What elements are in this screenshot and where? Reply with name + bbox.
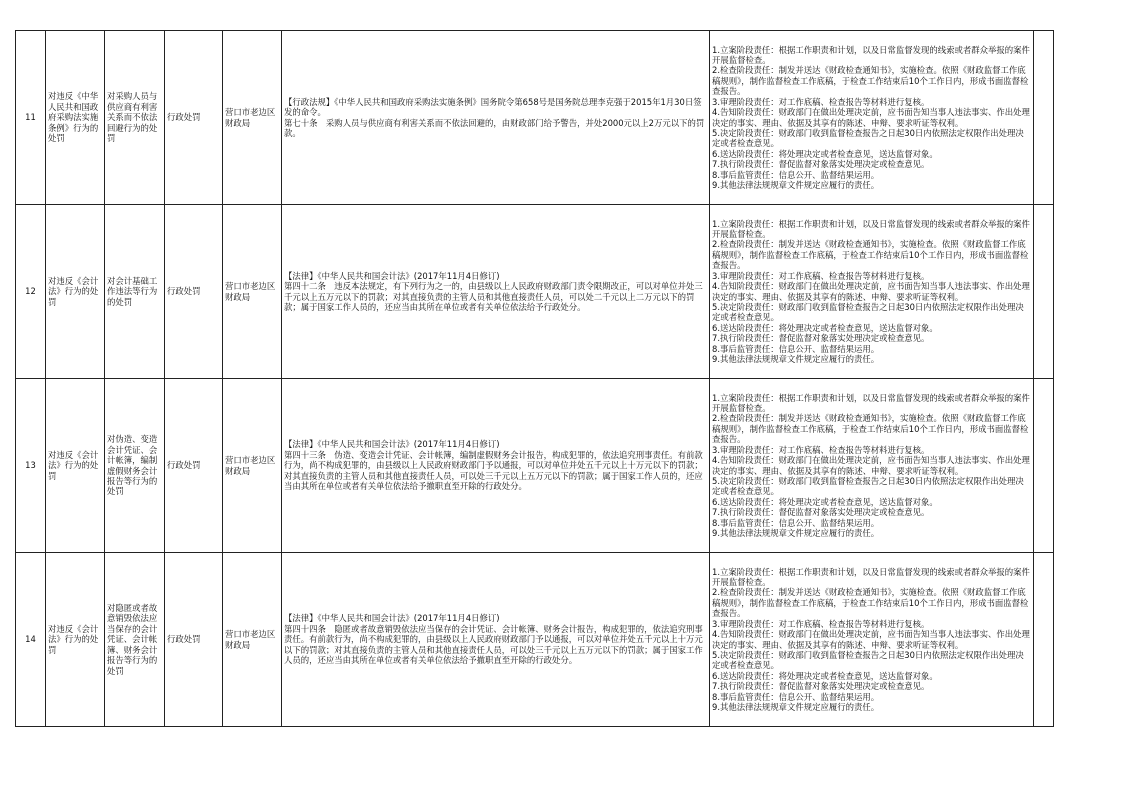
item-sub-item: 对采购人员与供应商有利害关系而不依法回避行为的处罚 <box>105 31 165 205</box>
item-agency: 营口市老边区财政局 <box>223 205 282 379</box>
duty-line: 3.审理阶段责任：对工作底稿、检查报告等材料进行复核。 <box>712 96 930 107</box>
duty-line: 1.立案阶段责任：根据工作职责和计划，以及日常监督发现的线索或者群众举报的案件开展监督检查。 <box>712 218 1030 240</box>
duty-line: 8.事后监管责任：信息公开、监督结果运用。 <box>712 169 880 180</box>
duty-line: 5.决定阶段责任：财政部门收到监督检查报告之日起30日内依照法定权限作出处理决定或者检查意见。 <box>712 301 1024 323</box>
item-number: 14 <box>16 553 46 727</box>
duty-line: 2.检查阶段责任：制发并送达《财政检查通知书》，实施检查。依照《财政监督工作底稿规则》，制作监督检查工作底稿，于检查工作结束后10个工作日内，形成书面监督检查报告。 <box>712 239 1029 271</box>
duty-line: 7.执行阶段责任：督促监督对象落实处理决定或检查意见。 <box>712 333 930 344</box>
duty-line: 4.告知阶段责任：财政部门在做出处理决定前，应书面告知当事人违法事实、作出处理决定的事实、理由、依据及其享有的陈述、申辩、要求听证等权利。 <box>712 281 1030 302</box>
item-duties <box>710 379 1034 553</box>
basis-line: 【法律】《中华人民共和国会计法》(2017年11月4日修订) <box>284 613 500 624</box>
item-basis <box>282 205 710 379</box>
basis-line: 【法律】《中华人民共和国会计法》(2017年11月4日修订) <box>284 439 500 450</box>
duty-line: 2.检查阶段责任：制发并送达《财政检查通知书》，实施检查。依照《财政监督工作底稿规则》，制作监督检查工作底稿，于检查工作结束后10个工作日内，形成书面监督检查报告。 <box>712 65 1029 97</box>
item-agency: 营口市老边区财政局 <box>223 31 282 205</box>
basis-line: 第四十二条 违反本法规定，有下列行为之一的，由县级以上人民政府财政部门责令限期改正，可以对单位并处三千元以上五万元以下的罚款；对其直接负责的主管人员和其他直接责任人员，可以处二千元以上二万元以下的罚款；属于国家工作人员的，还应当由其所在单位或者有关单位依法给予行政处分。 <box>284 281 703 312</box>
item-basis <box>282 31 710 205</box>
duty-line: 7.执行阶段责任：督促监督对象落实处理决定或检查意见。 <box>712 159 930 170</box>
duty-line: 8.事后监管责任：信息公开、监督结果运用。 <box>712 691 880 702</box>
item-remark <box>1034 379 1054 553</box>
item-agency: 营口市老边区财政局 <box>223 379 282 553</box>
duty-line: 2.检查阶段责任：制发并送达《财政检查通知书》，实施检查。依照《财政监督工作底稿规则》，制作监督检查工作底稿，于检查工作结束后10个工作日内，形成书面监督检查报告。 <box>712 413 1029 445</box>
duty-line: 1.立案阶段责任：根据工作职责和计划，以及日常监督发现的线索或者群众举报的案件开展监督检查。 <box>712 44 1030 66</box>
duty-line: 6.送达阶段责任：将处理决定或者检查意见，送达监督对象。 <box>712 670 938 681</box>
item-matter: 对违反《会计法》行为的处罚 <box>46 553 105 727</box>
duty-line: 4.告知阶段责任：财政部门在做出处理决定前，应书面告知当事人违法事实、作出处理决定的事实、理由、依据及其享有的陈述、申辩、要求听证等权利。 <box>712 629 1030 650</box>
table-row <box>16 553 1054 727</box>
duty-line: 5.决定阶段责任：财政部门收到监督检查报告之日起30日内依照法定权限作出处理决定或者检查意见。 <box>712 475 1024 497</box>
item-sub-item: 对隐匿或者故意销毁依法应当保存的会计凭证、会计帐簿、财务会计报告等行为的处罚 <box>105 553 165 727</box>
item-duties <box>710 553 1034 727</box>
duty-line: 6.送达阶段责任：将处理决定或者检查意见，送达监督对象。 <box>712 496 938 507</box>
item-number: 12 <box>16 205 46 379</box>
table-row <box>16 205 1054 379</box>
duty-line: 3.审理阶段责任：对工作底稿、检查报告等材料进行复核。 <box>712 618 930 629</box>
item-remark <box>1034 553 1054 727</box>
duty-line: 7.执行阶段责任：督促监督对象落实处理决定或检查意见。 <box>712 681 930 692</box>
duty-line: 4.告知阶段责任：财政部门在做出处理决定前，应书面告知当事人违法事实、作出处理决定的事实、理由、依据及其享有的陈述、申辩、要求听证等权利。 <box>712 455 1030 476</box>
item-remark <box>1034 205 1054 379</box>
item-type: 行政处罚 <box>165 205 223 379</box>
basis-line: 第七十条 采购人员与供应商有利害关系而不依法回避的，由财政部门给予警告，并处2000元以上2万元以下的罚款。 <box>284 117 705 138</box>
duty-line: 5.决定阶段责任：财政部门收到监督检查报告之日起30日内依照法定权限作出处理决定或者检查意见。 <box>712 649 1024 671</box>
duty-line: 9.其他法律法规规章文件规定应履行的责任。 <box>712 701 880 712</box>
power-list-table <box>15 30 1054 727</box>
item-matter: 对违反《会计法》行为的处罚 <box>46 379 105 553</box>
item-duties <box>710 205 1034 379</box>
duty-line: 4.告知阶段责任：财政部门在做出处理决定前，应书面告知当事人违法事实、作出处理决定的事实、理由、依据及其享有的陈述、申辩、要求听证等权利。 <box>712 107 1030 128</box>
item-number: 11 <box>16 31 46 205</box>
duty-line: 7.执行阶段责任：督促监督对象落实处理决定或检查意见。 <box>712 507 930 518</box>
duty-line: 8.事后监管责任：信息公开、监督结果运用。 <box>712 517 880 528</box>
item-agency: 营口市老边区财政局 <box>223 553 282 727</box>
duty-line: 6.送达阶段责任：将处理决定或者检查意见，送达监督对象。 <box>712 322 938 333</box>
duty-line: 9.其他法律法规规章文件规定应履行的责任。 <box>712 179 880 190</box>
duty-line: 8.事后监管责任：信息公开、监督结果运用。 <box>712 343 880 354</box>
duty-line: 9.其他法律法规规章文件规定应履行的责任。 <box>712 353 880 364</box>
duty-line: 3.审理阶段责任：对工作底稿、检查报告等材料进行复核。 <box>712 444 930 455</box>
item-sub-item: 对伪造、变造会计凭证、会计帐簿，编制虚假财务会计报告等行为的处罚 <box>105 379 165 553</box>
item-matter: 对违反《会计法》行为的处罚 <box>46 205 105 379</box>
item-matter: 对违反《中华人民共和国政府采购法实施条例》行为的处罚 <box>46 31 105 205</box>
item-number: 13 <box>16 379 46 553</box>
basis-line: 【行政法规】《中华人民共和国政府采购法实施条例》国务院令第658号是国务院总理李克强于2015年1月30日签发的命令。 <box>284 96 702 118</box>
duty-line: 6.送达阶段责任：将处理决定或者检查意见，送达监督对象。 <box>712 148 938 159</box>
duty-line: 5.决定阶段责任：财政部门收到监督检查报告之日起30日内依照法定权限作出处理决定或者检查意见。 <box>712 127 1024 149</box>
item-basis <box>282 553 710 727</box>
item-type: 行政处罚 <box>165 31 223 205</box>
basis-line: 第四十四条 隐匿或者故意销毁依法应当保存的会计凭证、会计帐簿、财务会计报告，构成犯罪的，依法追究刑事责任。有前款行为，尚不构成犯罪的，由县级以上人民政府财政部门予以通报，可以对单位并处五千元以上十万元以下的罚款；对其直接负责的主管人员和其他直接责任人员，可以处三千元以上五万元以下的罚款；属于国家工作人员的，还应当由其所在单位或者有关单位依法给予撤职直至开除的行政处分。 <box>284 623 703 666</box>
item-type: 行政处罚 <box>165 379 223 553</box>
duty-line: 1.立案阶段责任：根据工作职责和计划，以及日常监督发现的线索或者群众举报的案件开展监督检查。 <box>712 566 1030 588</box>
duty-line: 1.立案阶段责任：根据工作职责和计划，以及日常监督发现的线索或者群众举报的案件开展监督检查。 <box>712 392 1030 414</box>
item-duties <box>710 31 1034 205</box>
duty-line: 9.其他法律法规规章文件规定应履行的责任。 <box>712 527 880 538</box>
duty-line: 3.审理阶段责任：对工作底稿、检查报告等材料进行复核。 <box>712 270 930 281</box>
duty-line: 2.检查阶段责任：制发并送达《财政检查通知书》，实施检查。依照《财政监督工作底稿规则》，制作监督检查工作底稿，于检查工作结束后10个工作日内，形成书面监督检查报告。 <box>712 587 1029 619</box>
item-remark <box>1034 31 1054 205</box>
basis-line: 【法律】《中华人民共和国会计法》(2017年11月4日修订) <box>284 270 500 281</box>
item-basis <box>282 379 710 553</box>
table-row <box>16 379 1054 553</box>
item-sub-item: 对会计基础工作违法等行为的处罚 <box>105 205 165 379</box>
item-type: 行政处罚 <box>165 553 223 727</box>
basis-line: 第四十三条 伪造、变造会计凭证、会计帐簿，编制虚假财务会计报告，构成犯罪的，依法追究刑事责任。有前款行为，尚不构成犯罪的，由县级以上人民政府财政部门予以通报，可以对单位并处五千元以上十万元以下的罚款；对其直接负责的主管人员和其他直接责任人员，可以处三千元以上五万元以下的罚款；属于国家工作人员的，还应当由其所在单位或者有关单位依法给予撤职直至开除的行政处分。 <box>284 449 703 492</box>
table-row <box>16 31 1054 205</box>
